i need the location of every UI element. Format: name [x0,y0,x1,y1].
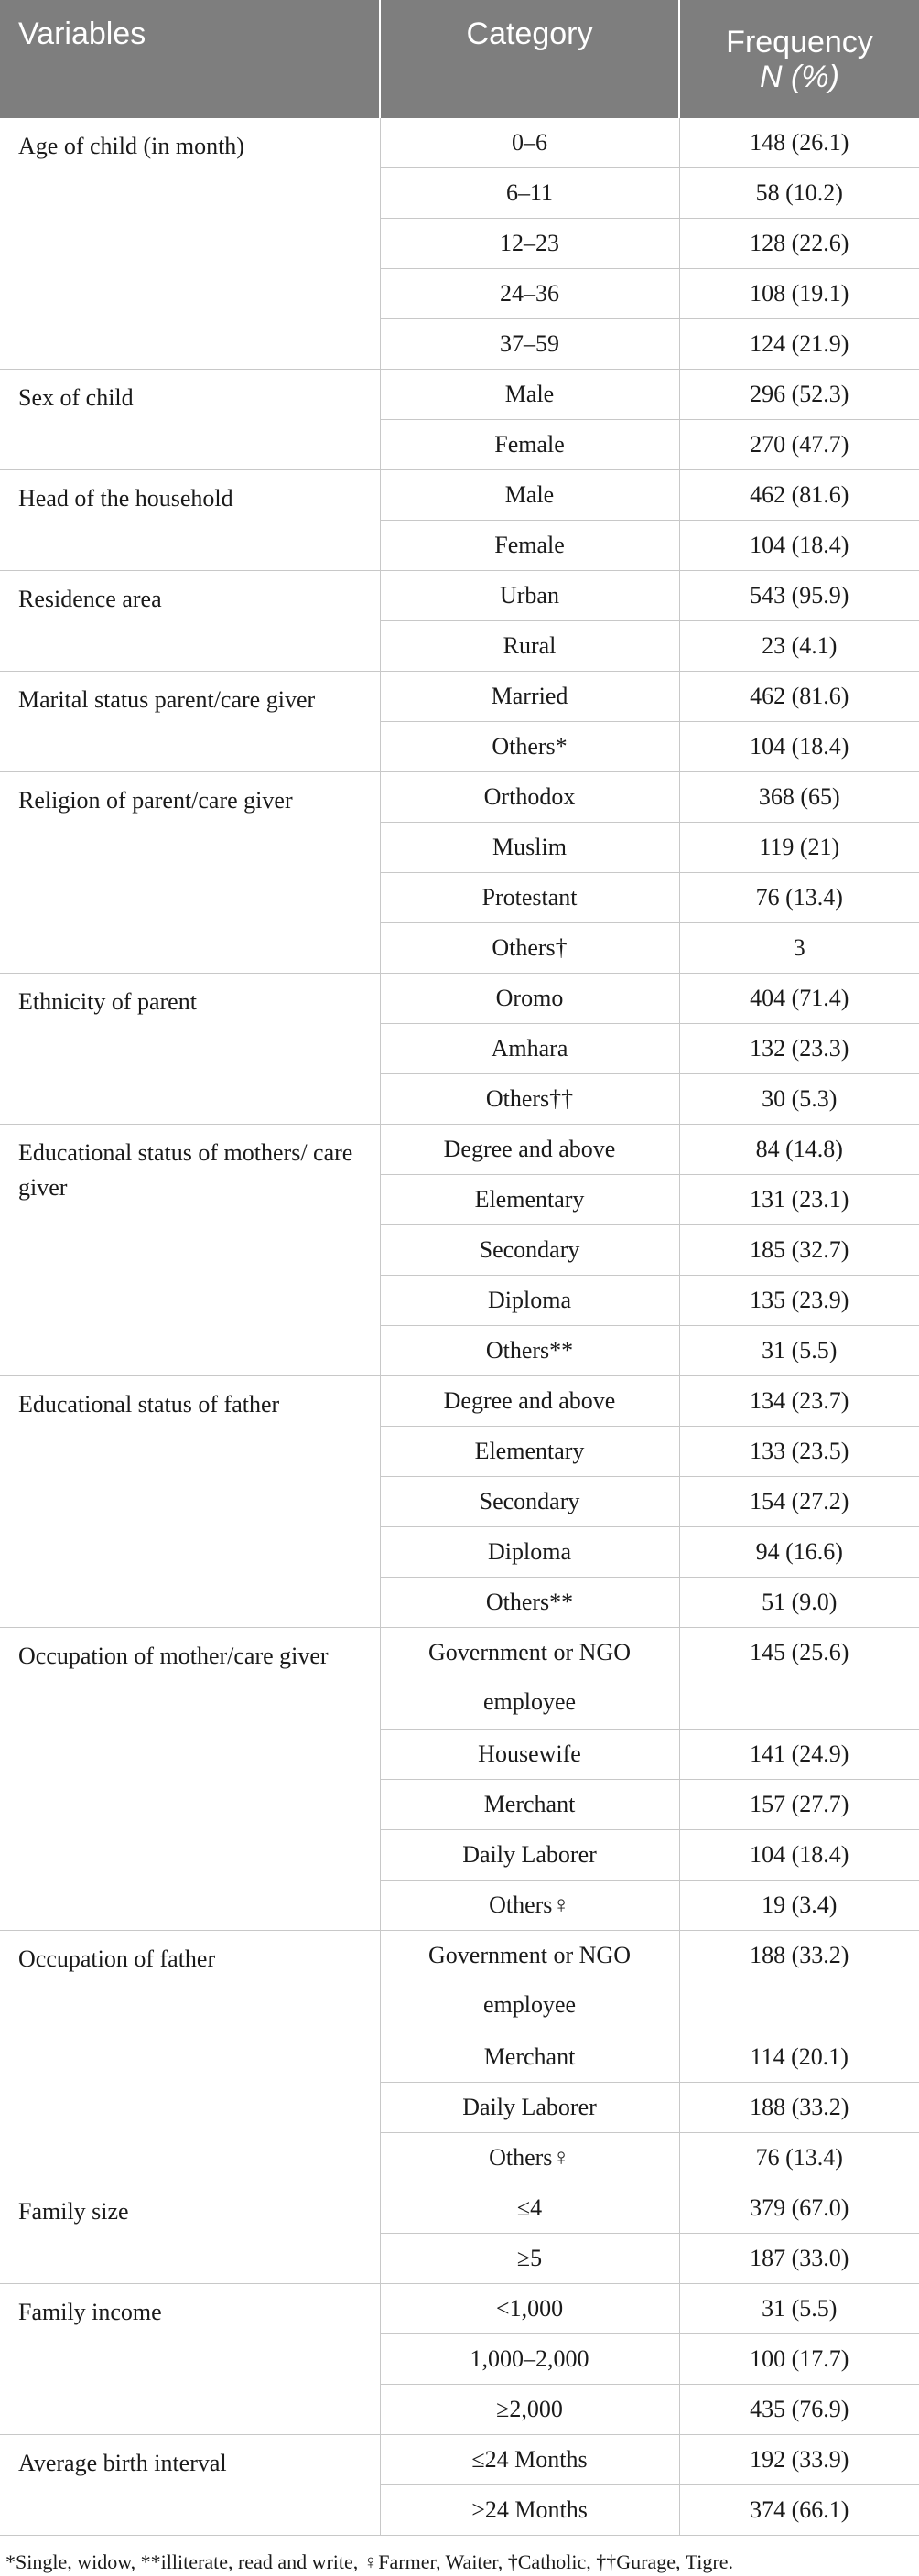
category-cell: Secondary [380,1225,679,1276]
table-row [0,370,919,420]
category-cell: Diploma [380,1527,679,1578]
frequency-cell: 374 (66.1) [679,2485,919,2536]
frequency-cell: 133 (23.5) [679,1427,919,1477]
frequency-cell: 296 (52.3) [679,370,919,420]
frequency-cell: 23 (4.1) [679,621,919,672]
table-row [0,118,919,168]
table-body [0,118,919,2536]
category-cell: Government or NGO employee [380,1931,679,2032]
variable-cell: Head of the household [0,470,380,571]
frequency-cell: 543 (95.9) [679,571,919,621]
variable-cell: Occupation of father [0,1931,380,2183]
frequency-cell: 94 (16.6) [679,1527,919,1578]
frequency-cell: 154 (27.2) [679,1477,919,1527]
category-cell: Others** [380,1578,679,1628]
category-cell: Others♀ [380,2133,679,2183]
variable-cell: Family size [0,2183,380,2284]
frequency-cell: 157 (27.7) [679,1780,919,1830]
variable-cell: Average birth interval [0,2435,380,2536]
variable-cell: Educational status of father [0,1376,380,1628]
category-cell: Merchant [380,1780,679,1830]
category-cell: Merchant [380,2032,679,2083]
frequency-cell: 84 (14.8) [679,1125,919,1175]
category-cell: Orthodox [380,772,679,823]
category-cell: Others♀ [380,1881,679,1931]
category-cell: 0–6 [380,118,679,168]
category-cell: ≤24 Months [380,2435,679,2485]
table-row [0,1376,919,1427]
category-cell: Others* [380,722,679,772]
frequency-cell: 119 (21) [679,823,919,873]
frequency-cell: 192 (33.9) [679,2435,919,2485]
frequency-cell: 135 (23.9) [679,1276,919,1326]
table-row [0,772,919,823]
category-cell: Urban [380,571,679,621]
header-row [0,0,919,118]
category-cell: ≥5 [380,2234,679,2284]
category-cell: Secondary [380,1477,679,1527]
frequency-cell: 76 (13.4) [679,2133,919,2183]
frequency-cell: 368 (65) [679,772,919,823]
category-cell: Daily Laborer [380,1830,679,1881]
category-cell: 12–23 [380,219,679,269]
variable-cell: Educational status of mothers/ care giver [0,1125,380,1376]
category-cell: Oromo [380,974,679,1024]
frequency-cell: 19 (3.4) [679,1881,919,1931]
table-row [0,672,919,722]
frequency-cell: 108 (19.1) [679,269,919,319]
category-cell: ≤4 [380,2183,679,2234]
frequency-cell: 3 [679,923,919,974]
table-row [0,2183,919,2234]
frequency-cell: 76 (13.4) [679,873,919,923]
frequency-cell: 188 (33.2) [679,2083,919,2133]
frequency-cell: 31 (5.5) [679,2284,919,2334]
frequency-cell: 379 (67.0) [679,2183,919,2234]
category-cell: Daily Laborer [380,2083,679,2133]
category-cell: Rural [380,621,679,672]
table-row [0,1125,919,1175]
category-cell: Housewife [380,1730,679,1780]
frequency-cell: 58 (10.2) [679,168,919,219]
header-category: Category [380,0,679,118]
table-row [0,974,919,1024]
table-row [0,470,919,521]
variable-cell: Marital status parent/care giver [0,672,380,772]
frequency-cell: 100 (17.7) [679,2334,919,2385]
category-cell: Amhara [380,1024,679,1074]
variable-cell: Sex of child [0,370,380,470]
variable-cell: Age of child (in month) [0,118,380,370]
frequency-cell: 114 (20.1) [679,2032,919,2083]
frequency-cell: 104 (18.4) [679,521,919,571]
category-cell: Government or NGO employee [380,1628,679,1730]
frequency-cell: 270 (47.7) [679,420,919,470]
variable-cell: Residence area [0,571,380,672]
category-cell: Degree and above [380,1125,679,1175]
frequency-cell: 187 (33.0) [679,2234,919,2284]
category-cell: Female [380,521,679,571]
frequency-cell: 51 (9.0) [679,1578,919,1628]
frequency-cell: 134 (23.7) [679,1376,919,1427]
table-row [0,571,919,621]
category-cell: 6–11 [380,168,679,219]
category-cell: >24 Months [380,2485,679,2536]
category-cell: 24–36 [380,269,679,319]
frequency-cell: 462 (81.6) [679,470,919,521]
header-frequency-label: Frequency [726,24,873,59]
table-row [0,2435,919,2485]
variable-cell: Religion of parent/care giver [0,772,380,974]
category-cell: Male [380,370,679,420]
frequency-cell: 30 (5.3) [679,1074,919,1125]
frequency-cell: 435 (76.9) [679,2385,919,2435]
header-frequency-unit: N (%) [760,59,839,94]
category-cell: Elementary [380,1427,679,1477]
frequency-cell: 104 (18.4) [679,1830,919,1881]
variable-cell: Occupation of mother/care giver [0,1628,380,1931]
category-cell: Female [380,420,679,470]
category-cell: Others** [380,1326,679,1376]
frequency-cell: 188 (33.2) [679,1931,919,2032]
header-variables: Variables [0,0,380,118]
frequency-cell: 462 (81.6) [679,672,919,722]
table-row [0,1628,919,1730]
frequency-cell: 104 (18.4) [679,722,919,772]
category-cell: Married [380,672,679,722]
category-cell: 1,000–2,000 [380,2334,679,2385]
frequency-cell: 132 (23.3) [679,1024,919,1074]
frequency-cell: 185 (32.7) [679,1225,919,1276]
table-footnote: *Single, widow, **illiterate, read and write, ♀Farmer, Waiter, †Catholic, ††Gurage, Tigre. [5,2550,734,2573]
category-cell: <1,000 [380,2284,679,2334]
category-cell: Others† [380,923,679,974]
frequency-cell: 141 (24.9) [679,1730,919,1780]
frequency-cell: 124 (21.9) [679,319,919,370]
category-cell: Degree and above [380,1376,679,1427]
frequency-cell: 404 (71.4) [679,974,919,1024]
frequency-cell: 131 (23.1) [679,1175,919,1225]
frequency-cell: 148 (26.1) [679,118,919,168]
category-cell: Elementary [380,1175,679,1225]
category-cell: 37–59 [380,319,679,370]
header-frequency [679,0,919,118]
table-header [0,0,919,118]
category-cell: Male [380,470,679,521]
table-row [0,1931,919,2032]
category-cell: Muslim [380,823,679,873]
table-row [0,2284,919,2334]
variable-cell: Ethnicity of parent [0,974,380,1125]
variable-cell: Family income [0,2284,380,2435]
category-cell: Diploma [380,1276,679,1326]
frequency-cell: 31 (5.5) [679,1326,919,1376]
category-cell: Protestant [380,873,679,923]
frequency-cell: 128 (22.6) [679,219,919,269]
frequency-cell: 145 (25.6) [679,1628,919,1730]
category-cell: ≥2,000 [380,2385,679,2435]
category-cell: Others†† [380,1074,679,1125]
